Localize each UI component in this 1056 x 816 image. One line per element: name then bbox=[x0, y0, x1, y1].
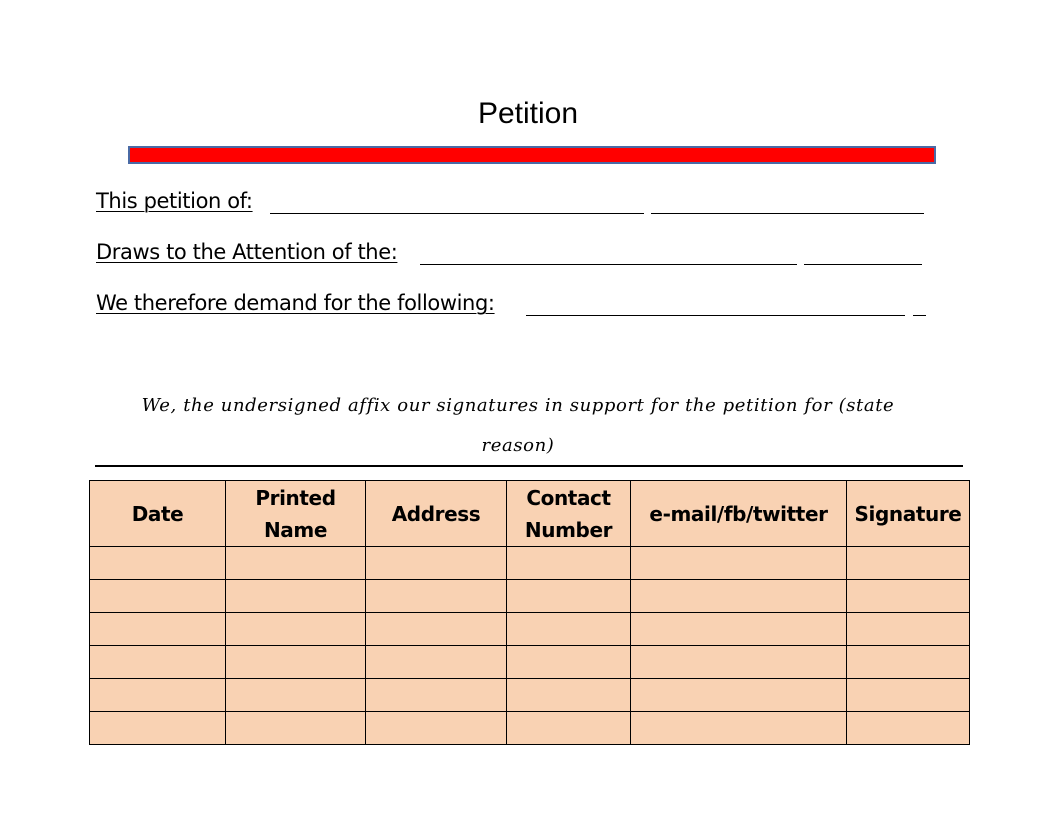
cell-printed-name[interactable] bbox=[226, 547, 366, 580]
column-header-date: Date bbox=[90, 481, 226, 547]
petition-of-blank[interactable] bbox=[270, 213, 644, 214]
cell-signature[interactable] bbox=[847, 547, 970, 580]
cell-printed-name[interactable] bbox=[226, 580, 366, 613]
cell-address[interactable] bbox=[366, 547, 507, 580]
cell-printed-name[interactable] bbox=[226, 613, 366, 646]
attention-of-blank[interactable] bbox=[420, 264, 797, 265]
petition-of-label: This petition of: bbox=[96, 189, 253, 213]
signature-table bbox=[89, 480, 970, 745]
title-divider-bar bbox=[128, 146, 936, 164]
cell-contact-handle[interactable] bbox=[631, 580, 847, 613]
cell-date[interactable] bbox=[90, 547, 226, 580]
cell-address[interactable] bbox=[366, 679, 507, 712]
cell-contact-number[interactable] bbox=[507, 547, 631, 580]
cell-printed-name[interactable] bbox=[226, 679, 366, 712]
cell-date[interactable] bbox=[90, 613, 226, 646]
cell-address[interactable] bbox=[366, 646, 507, 679]
cell-address[interactable] bbox=[366, 712, 507, 745]
petition-of-field bbox=[96, 187, 253, 215]
column-header-address: Address bbox=[366, 481, 507, 547]
cell-contact-number[interactable] bbox=[507, 613, 631, 646]
attention-of-blank-2[interactable] bbox=[804, 264, 922, 265]
cell-address[interactable] bbox=[366, 580, 507, 613]
cell-contact-number[interactable] bbox=[507, 646, 631, 679]
cell-contact-number[interactable] bbox=[507, 679, 631, 712]
cell-date[interactable] bbox=[90, 679, 226, 712]
table-row bbox=[90, 613, 970, 646]
attention-of-field bbox=[96, 238, 397, 266]
attention-of-label: Draws to the Attention of the: bbox=[96, 240, 398, 264]
cell-printed-name[interactable] bbox=[226, 712, 366, 745]
column-header-printed-name: Printed Name bbox=[226, 481, 366, 547]
demand-blank[interactable] bbox=[526, 315, 905, 316]
table-row bbox=[90, 679, 970, 712]
table-row bbox=[90, 646, 970, 679]
cell-contact-handle[interactable] bbox=[631, 646, 847, 679]
statement-underline bbox=[95, 465, 963, 467]
cell-address[interactable] bbox=[366, 613, 507, 646]
cell-contact-handle[interactable] bbox=[631, 613, 847, 646]
cell-signature[interactable] bbox=[847, 646, 970, 679]
table-header-row bbox=[90, 481, 970, 547]
column-header-signature: Signature bbox=[847, 481, 970, 547]
cell-contact-handle[interactable] bbox=[631, 712, 847, 745]
cell-date[interactable] bbox=[90, 646, 226, 679]
cell-contact-number[interactable] bbox=[507, 712, 631, 745]
petition-of-blank-2[interactable] bbox=[651, 213, 924, 214]
cell-contact-number[interactable] bbox=[507, 580, 631, 613]
cell-signature[interactable] bbox=[847, 580, 970, 613]
cell-date[interactable] bbox=[90, 580, 226, 613]
cell-signature[interactable] bbox=[847, 679, 970, 712]
support-statement: We, the undersigned affix our signatures in support for the petition for (state reason) bbox=[141, 395, 895, 456]
column-header-contact-number: Contact Number bbox=[507, 481, 631, 547]
table-row bbox=[90, 712, 970, 745]
cell-contact-handle[interactable] bbox=[631, 547, 847, 580]
cell-date[interactable] bbox=[90, 712, 226, 745]
cell-signature[interactable] bbox=[847, 613, 970, 646]
demand-label: We therefore demand for the following: bbox=[96, 291, 495, 315]
table-row bbox=[90, 547, 970, 580]
column-header-contact-handle: e-mail/fb/twitter bbox=[631, 481, 847, 547]
cell-signature[interactable] bbox=[847, 712, 970, 745]
demand-field bbox=[96, 289, 495, 317]
page-title: Petition bbox=[477, 97, 579, 130]
cell-contact-handle[interactable] bbox=[631, 679, 847, 712]
cell-printed-name[interactable] bbox=[226, 646, 366, 679]
table-row bbox=[90, 580, 970, 613]
demand-blank-2[interactable] bbox=[913, 315, 926, 316]
